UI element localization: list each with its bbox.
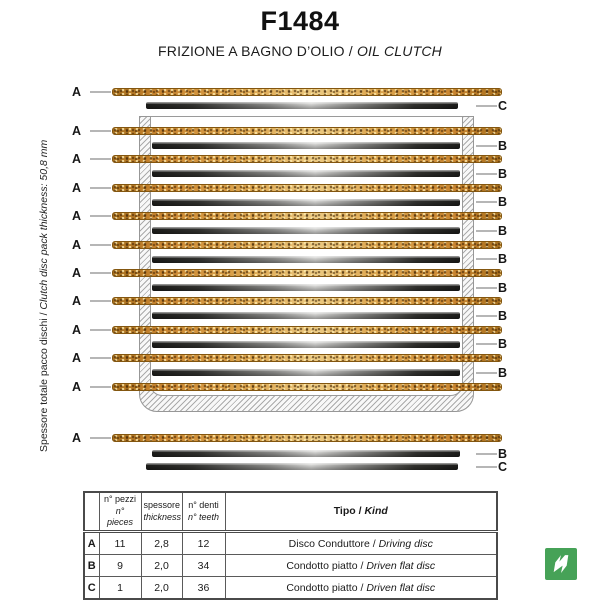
label-line bbox=[476, 315, 497, 317]
subtitle-english: OIL CLUTCH bbox=[356, 43, 442, 59]
pack-thickness-label bbox=[38, 92, 54, 500]
kind-value: Condotto piatto / Driven flat disc bbox=[225, 577, 497, 600]
disc-B bbox=[152, 312, 460, 319]
pack-thickness-english: Clutch disc pack thickness: 50,8 mm bbox=[38, 139, 50, 310]
label-letter: C bbox=[497, 98, 507, 113]
label-letter: A bbox=[72, 266, 82, 280]
label-line bbox=[90, 91, 111, 93]
row-label: C bbox=[84, 577, 99, 600]
thickness-value: 2,0 bbox=[141, 577, 182, 600]
disc-A bbox=[112, 88, 502, 96]
disc-B bbox=[152, 256, 460, 263]
col-header-thickness: spessore thickness bbox=[141, 492, 182, 532]
label-letter: B bbox=[497, 223, 507, 238]
kind-value: Condotto piatto / Driven flat disc bbox=[225, 555, 497, 577]
subtitle-italian: FRIZIONE A BAGNO D’OLIO bbox=[158, 43, 345, 59]
disc-label-A bbox=[72, 151, 111, 167]
label-letter: B bbox=[497, 365, 507, 380]
label-letter: A bbox=[72, 209, 82, 224]
label-line bbox=[476, 372, 497, 374]
disc-label-A bbox=[72, 123, 111, 139]
disc-label-C bbox=[476, 459, 507, 475]
disc-label-A bbox=[72, 237, 111, 253]
label-line bbox=[90, 437, 111, 439]
label-line bbox=[476, 453, 497, 455]
disc-label-C bbox=[476, 98, 507, 114]
label-letter: A bbox=[72, 294, 82, 309]
disc-label-B bbox=[476, 223, 507, 239]
disc-B bbox=[152, 284, 460, 291]
label-letter: A bbox=[72, 124, 82, 138]
label-line bbox=[90, 130, 111, 132]
col-header-kind: Tipo / Kind bbox=[225, 492, 497, 532]
disc-B bbox=[152, 450, 460, 457]
disc-A bbox=[112, 212, 502, 220]
kind-value: Disco Conduttore / Driving disc bbox=[225, 532, 497, 555]
table-row-b bbox=[84, 555, 497, 577]
disc-label-B bbox=[476, 365, 507, 381]
label-line bbox=[90, 244, 111, 246]
disc-label-A bbox=[72, 322, 111, 338]
teeth-value: 36 bbox=[182, 577, 225, 600]
disc-label-A bbox=[72, 379, 111, 395]
disc-label-B bbox=[476, 308, 507, 324]
disc-label-B bbox=[476, 251, 507, 267]
table-row-a bbox=[84, 532, 497, 555]
disc-A bbox=[112, 127, 502, 135]
page-subtitle bbox=[0, 43, 600, 59]
label-letter: A bbox=[72, 180, 82, 195]
disc-A bbox=[112, 434, 502, 442]
label-line bbox=[476, 287, 497, 289]
spec-table-header-row bbox=[84, 492, 497, 532]
col-header-teeth: n° denti n° teeth bbox=[182, 492, 225, 532]
label-letter: A bbox=[72, 351, 82, 366]
disc-C bbox=[146, 463, 458, 470]
disc-label-B bbox=[476, 166, 507, 182]
col-header-pieces: n° pezzi n° pieces bbox=[99, 492, 141, 532]
subtitle-separator: / bbox=[344, 43, 357, 59]
label-line bbox=[90, 386, 111, 388]
label-letter: B bbox=[497, 166, 507, 181]
disc-label-A bbox=[72, 84, 111, 100]
label-line bbox=[90, 187, 111, 189]
thickness-value: 2,0 bbox=[141, 555, 182, 577]
teeth-value: 12 bbox=[182, 532, 225, 555]
disc-B bbox=[152, 142, 460, 149]
label-letter: B bbox=[497, 195, 507, 210]
thickness-value: 2,8 bbox=[141, 532, 182, 555]
newfren-logo bbox=[545, 548, 577, 580]
disc-label-B bbox=[476, 280, 507, 296]
disc-A bbox=[112, 354, 502, 362]
label-line bbox=[90, 158, 111, 160]
disc-A bbox=[112, 241, 502, 249]
label-line bbox=[90, 272, 111, 274]
label-letter: A bbox=[72, 379, 82, 394]
label-letter: A bbox=[72, 237, 82, 252]
disc-label-A bbox=[72, 430, 111, 446]
disc-B bbox=[152, 227, 460, 234]
label-line bbox=[476, 230, 497, 232]
label-letter: B bbox=[497, 308, 507, 323]
label-letter: A bbox=[72, 322, 82, 337]
pieces-value: 9 bbox=[99, 555, 141, 577]
row-label: A bbox=[84, 532, 99, 555]
disc-label-A bbox=[72, 208, 111, 224]
pack-thickness-italian: Spessore totale pacco dischi bbox=[38, 318, 50, 453]
label-letter: B bbox=[497, 337, 507, 352]
disc-C bbox=[146, 102, 458, 109]
spec-table bbox=[83, 491, 498, 600]
disc-B bbox=[152, 341, 460, 348]
disc-label-B bbox=[476, 194, 507, 210]
label-letter: B bbox=[497, 138, 507, 153]
disc-A bbox=[112, 383, 502, 391]
row-label: B bbox=[84, 555, 99, 577]
disc-label-A bbox=[72, 350, 111, 366]
disc-label-A bbox=[72, 180, 111, 196]
label-letter: A bbox=[72, 431, 82, 445]
label-line bbox=[476, 173, 497, 175]
disc-B bbox=[152, 170, 460, 177]
disc-label-B bbox=[476, 336, 507, 352]
pieces-value: 11 bbox=[99, 532, 141, 555]
pieces-value: 1 bbox=[99, 577, 141, 600]
label-line bbox=[90, 329, 111, 331]
label-line bbox=[90, 357, 111, 359]
label-letter: C bbox=[497, 459, 507, 474]
col-header-label bbox=[84, 492, 99, 532]
label-letter: A bbox=[72, 85, 82, 99]
disc-label-A bbox=[72, 265, 111, 281]
disc-A bbox=[112, 184, 502, 192]
disc-B bbox=[152, 369, 460, 376]
label-line bbox=[476, 258, 497, 260]
page-title: F1484 bbox=[260, 6, 340, 36]
label-letter: B bbox=[497, 446, 507, 461]
pack-thickness-separator: / bbox=[38, 309, 50, 319]
disc-B bbox=[152, 199, 460, 206]
table-row-c bbox=[84, 577, 497, 600]
disc-A bbox=[112, 326, 502, 334]
disc-label-B bbox=[476, 138, 507, 154]
disc-A bbox=[112, 269, 502, 277]
label-letter: A bbox=[72, 152, 82, 167]
n-bolt-icon bbox=[548, 551, 574, 577]
teeth-value: 34 bbox=[182, 555, 225, 577]
label-line bbox=[476, 105, 497, 107]
label-line bbox=[90, 300, 111, 302]
label-line bbox=[476, 145, 497, 147]
label-line bbox=[90, 215, 111, 217]
label-line bbox=[476, 201, 497, 203]
label-line bbox=[476, 343, 497, 345]
label-letter: B bbox=[497, 280, 507, 295]
disc-A bbox=[112, 155, 502, 163]
label-line bbox=[476, 466, 497, 468]
disc-A bbox=[112, 297, 502, 305]
label-letter: B bbox=[497, 252, 507, 267]
disc-label-A bbox=[72, 293, 111, 309]
